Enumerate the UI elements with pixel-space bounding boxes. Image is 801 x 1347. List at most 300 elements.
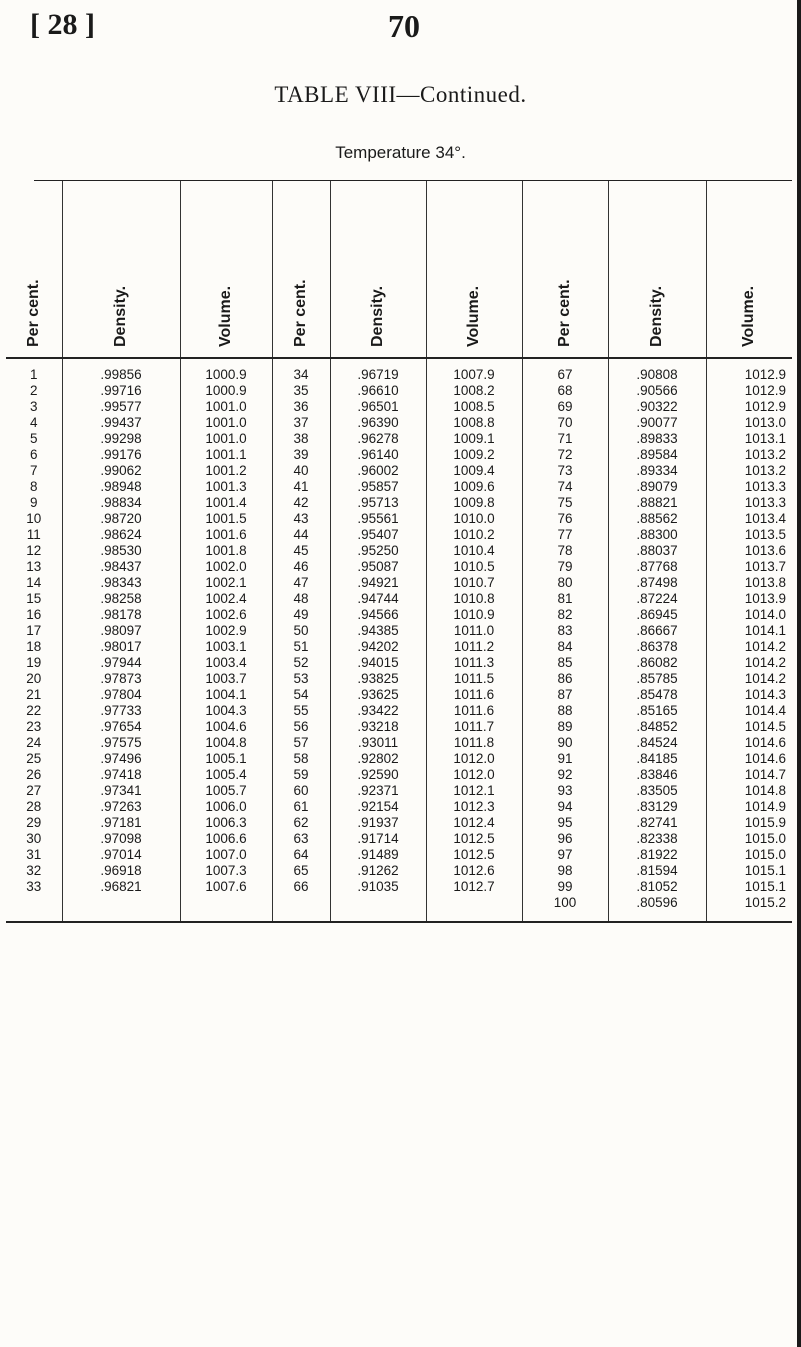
cell-percent-3: 77 xyxy=(522,527,608,543)
cell-volume-1: 1006.6 xyxy=(180,831,272,847)
table-row xyxy=(6,879,792,895)
table-row xyxy=(6,735,792,751)
cell-density-2: .96140 xyxy=(330,447,426,463)
cell-percent-2: 57 xyxy=(272,735,330,751)
cell-volume-3: 1014.8 xyxy=(706,783,792,799)
cell-volume-1: 1007.6 xyxy=(180,879,272,895)
cell-volume-1: 1004.3 xyxy=(180,703,272,719)
cell-volume-3: 1013.3 xyxy=(706,479,792,495)
cell-percent-2: 40 xyxy=(272,463,330,479)
cell-volume-1: 1007.3 xyxy=(180,863,272,879)
spacer-cell xyxy=(522,911,608,921)
cell-density-1: .99716 xyxy=(62,383,180,399)
table-row xyxy=(6,591,792,607)
cell-percent-3: 81 xyxy=(522,591,608,607)
spacer-cell xyxy=(180,911,272,921)
cell-percent-1: 3 xyxy=(29,399,38,414)
table-row xyxy=(6,687,792,703)
cell-percent-1: 31 xyxy=(26,847,42,862)
cell-percent-3: 78 xyxy=(522,543,608,559)
cell-density-2: .95857 xyxy=(330,479,426,495)
cell-percent-3: 92 xyxy=(522,767,608,783)
cell-volume-2: 1009.4 xyxy=(426,463,522,479)
cell-percent-1: 7 xyxy=(29,463,38,478)
cell-volume-1: 1006.3 xyxy=(180,815,272,831)
cell-density-3: .87768 xyxy=(608,559,706,575)
cell-density-2: .95250 xyxy=(330,543,426,559)
col-header-density-2: Density. xyxy=(330,181,426,358)
cell-percent-1: 30 xyxy=(26,831,42,846)
cell-density-2: .94202 xyxy=(330,639,426,655)
cell-percent-1: 10 xyxy=(26,511,42,526)
cell-volume-2: 1009.2 xyxy=(426,447,522,463)
cell-percent-1: 20 xyxy=(26,671,42,686)
cell-volume-2: 1011.8 xyxy=(426,735,522,751)
cell-volume-3: 1014.9 xyxy=(706,799,792,815)
table-row xyxy=(6,863,792,879)
table-row xyxy=(6,623,792,639)
cell-percent-1: 33 xyxy=(26,879,42,894)
cell-percent-2: 41 xyxy=(272,479,330,495)
cell-volume-2: 1012.4 xyxy=(426,815,522,831)
bottom-rule xyxy=(6,921,792,923)
cell-percent-2: 43 xyxy=(272,511,330,527)
col-header-volume-1: Volume. xyxy=(180,181,272,358)
spacer-cell xyxy=(426,911,522,921)
table-row xyxy=(6,447,792,463)
cell-volume-3: 1015.2 xyxy=(706,895,792,911)
cell-percent-1: 19 xyxy=(26,655,42,670)
cell-volume-3: 1015.0 xyxy=(706,847,792,863)
cell-density-2: .91262 xyxy=(330,863,426,879)
col-header-volume-3: Volume. xyxy=(706,181,792,358)
cell-density-1: .97014 xyxy=(62,847,180,863)
cell-percent-3: 75 xyxy=(522,495,608,511)
table-row xyxy=(6,543,792,559)
cell-volume-2: 1012.1 xyxy=(426,783,522,799)
cell-volume-1: 1003.4 xyxy=(180,655,272,671)
cell-percent-2: 49 xyxy=(272,607,330,623)
cell-percent-1: 26 xyxy=(26,767,42,782)
cell-volume-2: 1010.2 xyxy=(426,527,522,543)
cell-volume-3: 1012.9 xyxy=(706,358,792,383)
cell-percent-1: 11 xyxy=(26,527,41,542)
cell-percent-1: 4 xyxy=(29,415,38,430)
cell-volume-3: 1014.6 xyxy=(706,735,792,751)
table-subtitle: Temperature 34°. xyxy=(335,143,466,162)
cell-density-2: .96390 xyxy=(330,415,426,431)
cell-density-2 xyxy=(330,895,426,911)
cell-volume-3: 1014.2 xyxy=(706,655,792,671)
cell-volume-1: 1004.6 xyxy=(180,719,272,735)
cell-volume-3: 1013.0 xyxy=(706,415,792,431)
table-row xyxy=(6,463,792,479)
cell-density-2: .92154 xyxy=(330,799,426,815)
cell-density-1: .99577 xyxy=(62,399,180,415)
cell-percent-3: 96 xyxy=(522,831,608,847)
cell-density-1: .98624 xyxy=(62,527,180,543)
col-header-percent-2: Per cent. xyxy=(272,181,330,358)
cell-density-2: .96002 xyxy=(330,463,426,479)
cell-volume-2: 1009.1 xyxy=(426,431,522,447)
cell-density-2: .91937 xyxy=(330,815,426,831)
cell-density-2: .94566 xyxy=(330,607,426,623)
cell-density-1: .98178 xyxy=(62,607,180,623)
table-row xyxy=(6,607,792,623)
table-row xyxy=(6,831,792,847)
cell-density-2: .96719 xyxy=(330,358,426,383)
cell-percent-1: 8 xyxy=(29,479,38,494)
cell-volume-3: 1012.9 xyxy=(706,399,792,415)
cell-density-2: .93011 xyxy=(330,735,426,751)
cell-percent-1: 32 xyxy=(26,863,42,878)
cell-volume-2: 1012.0 xyxy=(426,751,522,767)
cell-volume-2: 1012.3 xyxy=(426,799,522,815)
cell-density-3: .83129 xyxy=(608,799,706,815)
cell-density-2: .94385 xyxy=(330,623,426,639)
cell-volume-3: 1014.4 xyxy=(706,703,792,719)
cell-percent-2: 47 xyxy=(272,575,330,591)
table-spacer-row xyxy=(6,911,792,921)
cell-percent-2: 63 xyxy=(272,831,330,847)
cell-density-3: .82741 xyxy=(608,815,706,831)
table-row xyxy=(6,751,792,767)
cell-volume-1: 1004.8 xyxy=(180,735,272,751)
cell-volume-1: 1005.1 xyxy=(180,751,272,767)
cell-percent-3: 100 xyxy=(522,895,608,911)
cell-density-1: .99062 xyxy=(62,463,180,479)
cell-volume-2: 1008.2 xyxy=(426,383,522,399)
cell-volume-2: 1009.6 xyxy=(426,479,522,495)
cell-percent-2: 62 xyxy=(272,815,330,831)
cell-volume-1: 1001.4 xyxy=(180,495,272,511)
cell-density-3: .87498 xyxy=(608,575,706,591)
cell-density-1: .98097 xyxy=(62,623,180,639)
cell-percent-2: 37 xyxy=(272,415,330,431)
table-row xyxy=(6,671,792,687)
data-table-container xyxy=(6,180,792,923)
spacer-cell xyxy=(706,911,792,921)
cell-density-1: .98530 xyxy=(62,543,180,559)
col-header-density-3: Density. xyxy=(608,181,706,358)
cell-volume-1: 1002.6 xyxy=(180,607,272,623)
cell-percent-2: 44 xyxy=(272,527,330,543)
cell-volume-2 xyxy=(426,895,522,911)
cell-density-1: .97263 xyxy=(62,799,180,815)
cell-density-1: .97575 xyxy=(62,735,180,751)
cell-density-3: .90077 xyxy=(608,415,706,431)
cell-volume-3: 1014.1 xyxy=(706,623,792,639)
cell-density-2: .95561 xyxy=(330,511,426,527)
table-row xyxy=(6,495,792,511)
cell-percent-1: 15 xyxy=(26,591,42,606)
spacer-cell xyxy=(608,911,706,921)
cell-percent-2: 48 xyxy=(272,591,330,607)
cell-percent-3: 69 xyxy=(522,399,608,415)
cell-density-3: .84852 xyxy=(608,719,706,735)
cell-volume-2: 1011.2 xyxy=(426,639,522,655)
cell-volume-1: 1006.0 xyxy=(180,799,272,815)
cell-volume-3: 1014.6 xyxy=(706,751,792,767)
header-row xyxy=(6,181,792,358)
table-row xyxy=(6,415,792,431)
cell-density-1: .99437 xyxy=(62,415,180,431)
cell-density-1: .98834 xyxy=(62,495,180,511)
cell-density-3: .83505 xyxy=(608,783,706,799)
cell-percent-2: 51 xyxy=(272,639,330,655)
cell-volume-3: 1013.7 xyxy=(706,559,792,575)
table-row xyxy=(6,719,792,735)
cell-volume-1: 1005.7 xyxy=(180,783,272,799)
cell-percent-3: 80 xyxy=(522,575,608,591)
cell-volume-1: 1002.0 xyxy=(180,559,272,575)
cell-density-2: .95713 xyxy=(330,495,426,511)
cell-percent-3: 88 xyxy=(522,703,608,719)
table-row xyxy=(6,703,792,719)
cell-volume-1: 1001.2 xyxy=(180,463,272,479)
cell-density-1: .99176 xyxy=(62,447,180,463)
cell-volume-3: 1013.5 xyxy=(706,527,792,543)
cell-density-3: .88037 xyxy=(608,543,706,559)
cell-percent-1: 21 xyxy=(26,687,42,702)
cell-density-1: .99856 xyxy=(62,358,180,383)
cell-volume-2: 1011.7 xyxy=(426,719,522,735)
cell-volume-1: 1007.0 xyxy=(180,847,272,863)
cell-density-3: .80596 xyxy=(608,895,706,911)
cell-density-3: .86082 xyxy=(608,655,706,671)
cell-density-2: .96610 xyxy=(330,383,426,399)
cell-density-2: .91489 xyxy=(330,847,426,863)
cell-percent-1: 9 xyxy=(29,495,38,510)
cell-percent-1: 1 xyxy=(29,367,38,382)
cell-density-3: .86667 xyxy=(608,623,706,639)
cell-percent-2: 50 xyxy=(272,623,330,639)
cell-percent-3: 76 xyxy=(522,511,608,527)
cell-density-2: .94921 xyxy=(330,575,426,591)
cell-percent-1: 23 xyxy=(26,719,42,734)
cell-volume-1: 1004.1 xyxy=(180,687,272,703)
cell-density-2: .94744 xyxy=(330,591,426,607)
cell-percent-2: 34 xyxy=(272,358,330,383)
cell-density-2: .92371 xyxy=(330,783,426,799)
cell-density-2: .96278 xyxy=(330,431,426,447)
cell-volume-1: 1001.8 xyxy=(180,543,272,559)
cell-percent-1: 18 xyxy=(26,639,42,654)
cell-volume-2: 1008.5 xyxy=(426,399,522,415)
cell-volume-2: 1012.5 xyxy=(426,847,522,863)
cell-percent-3: 73 xyxy=(522,463,608,479)
cell-density-3: .82338 xyxy=(608,831,706,847)
cell-volume-2: 1008.8 xyxy=(426,415,522,431)
cell-percent-1 xyxy=(6,895,62,911)
cell-percent-2: 60 xyxy=(272,783,330,799)
cell-density-3: .85478 xyxy=(608,687,706,703)
cell-volume-2: 1012.7 xyxy=(426,879,522,895)
table-row xyxy=(6,575,792,591)
cell-volume-1: 1001.6 xyxy=(180,527,272,543)
cell-volume-2: 1010.4 xyxy=(426,543,522,559)
cell-percent-3: 83 xyxy=(522,623,608,639)
cell-volume-3: 1013.6 xyxy=(706,543,792,559)
table-title: TABLE VIII—Continued. xyxy=(274,82,527,107)
cell-volume-2: 1011.5 xyxy=(426,671,522,687)
spacer-cell xyxy=(62,911,180,921)
cell-percent-3: 67 xyxy=(522,358,608,383)
cell-volume-3: 1013.4 xyxy=(706,511,792,527)
cell-volume-3: 1015.9 xyxy=(706,815,792,831)
table-row xyxy=(6,479,792,495)
table-row xyxy=(6,399,792,415)
cell-percent-3: 79 xyxy=(522,559,608,575)
cell-percent-2: 52 xyxy=(272,655,330,671)
cell-percent-2: 58 xyxy=(272,751,330,767)
table-row xyxy=(6,815,792,831)
cell-volume-1: 1002.4 xyxy=(180,591,272,607)
cell-density-2: .92802 xyxy=(330,751,426,767)
cell-volume-3: 1015.0 xyxy=(706,831,792,847)
cell-percent-3: 84 xyxy=(522,639,608,655)
col-header-density-1: Density. xyxy=(62,181,180,358)
cell-density-1: .98017 xyxy=(62,639,180,655)
table-row xyxy=(6,527,792,543)
cell-percent-3: 71 xyxy=(522,431,608,447)
cell-percent-3: 97 xyxy=(522,847,608,863)
cell-volume-2: 1009.8 xyxy=(426,495,522,511)
cell-volume-1: 1000.9 xyxy=(180,383,272,399)
cell-density-1: .98720 xyxy=(62,511,180,527)
table-row xyxy=(6,383,792,399)
table-row xyxy=(6,655,792,671)
cell-density-3: .89079 xyxy=(608,479,706,495)
cell-volume-1: 1001.0 xyxy=(180,399,272,415)
cell-percent-1: 12 xyxy=(26,543,42,558)
cell-volume-2: 1007.9 xyxy=(426,358,522,383)
cell-percent-2: 66 xyxy=(272,879,330,895)
cell-volume-2: 1011.0 xyxy=(426,623,522,639)
table-row xyxy=(6,799,792,815)
cell-volume-1: 1001.0 xyxy=(180,431,272,447)
cell-density-3: .88562 xyxy=(608,511,706,527)
cell-volume-1: 1001.1 xyxy=(180,447,272,463)
cell-volume-2: 1010.9 xyxy=(426,607,522,623)
cell-percent-1: 25 xyxy=(26,751,42,766)
cell-density-3: .81052 xyxy=(608,879,706,895)
cell-volume-2: 1010.8 xyxy=(426,591,522,607)
spacer-cell xyxy=(6,911,62,921)
cell-percent-3: 98 xyxy=(522,863,608,879)
cell-percent-2: 35 xyxy=(272,383,330,399)
cell-volume-3: 1014.7 xyxy=(706,767,792,783)
cell-density-3: .85165 xyxy=(608,703,706,719)
cell-density-3: .88821 xyxy=(608,495,706,511)
page-edge xyxy=(797,0,801,1347)
cell-volume-1 xyxy=(180,895,272,911)
cell-density-2: .95087 xyxy=(330,559,426,575)
data-table xyxy=(6,181,792,921)
cell-percent-1: 16 xyxy=(26,607,42,622)
table-row xyxy=(6,783,792,799)
cell-density-3: .84185 xyxy=(608,751,706,767)
cell-percent-3: 68 xyxy=(522,383,608,399)
cell-density-3: .86945 xyxy=(608,607,706,623)
table-row xyxy=(6,559,792,575)
cell-volume-1: 1000.9 xyxy=(180,358,272,383)
cell-density-2: .91035 xyxy=(330,879,426,895)
cell-percent-1: 27 xyxy=(26,783,42,798)
cell-density-1: .97873 xyxy=(62,671,180,687)
cell-density-1: .97804 xyxy=(62,687,180,703)
cell-volume-1: 1001.5 xyxy=(180,511,272,527)
cell-density-1: .98948 xyxy=(62,479,180,495)
cell-density-2: .93825 xyxy=(330,671,426,687)
cell-density-2: .92590 xyxy=(330,767,426,783)
cell-volume-1: 1002.9 xyxy=(180,623,272,639)
cell-percent-3: 70 xyxy=(522,415,608,431)
col-header-percent-3: Per cent. xyxy=(522,181,608,358)
cell-percent-1: 17 xyxy=(26,623,42,638)
cell-density-3: .89584 xyxy=(608,447,706,463)
cell-density-3: .84524 xyxy=(608,735,706,751)
cell-density-2: .95407 xyxy=(330,527,426,543)
col-header-percent-1: Per cent. xyxy=(6,181,62,358)
cell-volume-2: 1010.5 xyxy=(426,559,522,575)
cell-percent-2: 54 xyxy=(272,687,330,703)
cell-density-1: .98437 xyxy=(62,559,180,575)
cell-volume-1: 1001.3 xyxy=(180,479,272,495)
cell-density-3: .81922 xyxy=(608,847,706,863)
cell-percent-3: 87 xyxy=(522,687,608,703)
page-bracket-number: [ 28 ] xyxy=(30,8,95,41)
cell-density-3: .81594 xyxy=(608,863,706,879)
cell-volume-3: 1014.0 xyxy=(706,607,792,623)
cell-percent-2: 53 xyxy=(272,671,330,687)
cell-volume-3: 1013.1 xyxy=(706,431,792,447)
cell-percent-2 xyxy=(272,895,330,911)
cell-percent-1: 28 xyxy=(26,799,42,814)
cell-volume-3: 1012.9 xyxy=(706,383,792,399)
cell-percent-1: 6 xyxy=(29,447,38,462)
table-row xyxy=(6,511,792,527)
cell-volume-2: 1011.6 xyxy=(426,687,522,703)
table-row xyxy=(6,358,792,383)
cell-percent-3: 90 xyxy=(522,735,608,751)
cell-density-2: .93218 xyxy=(330,719,426,735)
cell-percent-2: 46 xyxy=(272,559,330,575)
cell-volume-2: 1010.7 xyxy=(426,575,522,591)
cell-volume-3: 1013.9 xyxy=(706,591,792,607)
cell-density-3: .89334 xyxy=(608,463,706,479)
cell-density-1: .98343 xyxy=(62,575,180,591)
cell-percent-1: 29 xyxy=(26,815,42,830)
cell-density-3: .88300 xyxy=(608,527,706,543)
cell-percent-1: 22 xyxy=(26,703,42,718)
cell-volume-3: 1013.3 xyxy=(706,495,792,511)
cell-percent-1: 5 xyxy=(29,431,38,446)
page-number: 70 xyxy=(388,8,420,44)
cell-density-1: .96821 xyxy=(62,879,180,895)
cell-volume-1: 1003.7 xyxy=(180,671,272,687)
cell-density-2: .96501 xyxy=(330,399,426,415)
cell-volume-1: 1005.4 xyxy=(180,767,272,783)
cell-density-1: .97733 xyxy=(62,703,180,719)
table-row xyxy=(6,767,792,783)
cell-volume-3: 1013.8 xyxy=(706,575,792,591)
cell-percent-1: 13 xyxy=(26,559,42,574)
cell-volume-1: 1001.0 xyxy=(180,415,272,431)
cell-percent-3: 94 xyxy=(522,799,608,815)
cell-density-1: .97496 xyxy=(62,751,180,767)
cell-volume-2: 1011.3 xyxy=(426,655,522,671)
